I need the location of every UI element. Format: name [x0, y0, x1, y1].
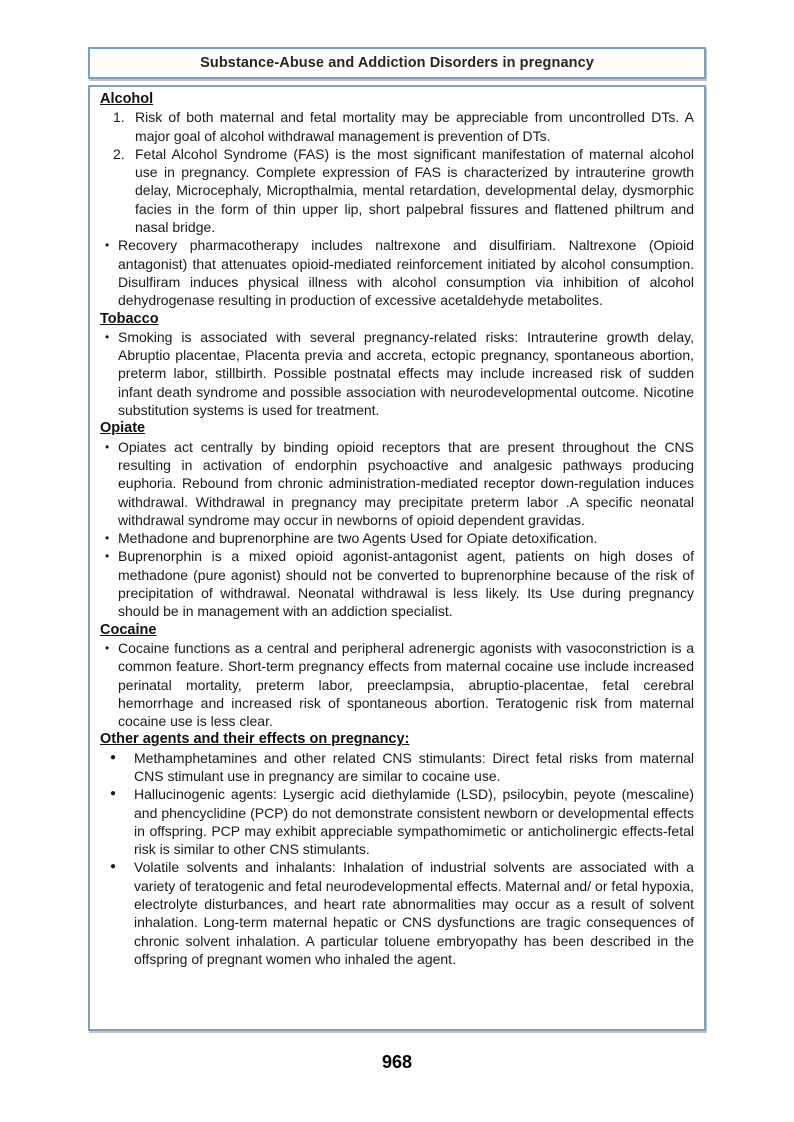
section-opiate — [100, 419, 694, 620]
list-item — [100, 639, 694, 730]
list-item — [100, 328, 694, 419]
section-heading: Alcohol — [100, 91, 154, 107]
list-item-text: Buprenorphin is a mixed opioid agonist-antagonist agent, patients on high doses of methadone (pure agonist) should not be converted to buprenorphine because of the risk of precipitation of withdrawal. Neonatal withdrawal is less likely. Its Use during pregnancy should be in management with an addiction specialist. — [118, 548, 694, 620]
list-item — [100, 858, 694, 968]
document-title-box — [88, 47, 706, 79]
list-item-text: Risk of both maternal and fetal mortality may be appreciable from uncontrolled DTs. A major goal of alcohol withdrawal management is prevention of DTs. — [135, 109, 694, 144]
section-cocaine — [100, 621, 694, 731]
list-item-text: Hallucinogenic agents: Lysergic acid diethylamide (LSD), psilocybin, peyote (mescaline) and phencyclidine (PCP) do not demonstrate consistent newborn or developmental effects in offspring. PCP may exhibit appreciable sympathomimetic or anticholinergic effects-fetal risk is similar to other CNS stimulants. — [134, 786, 694, 858]
section-alcohol — [100, 90, 694, 310]
list-item-text: Volatile solvents and inhalants: Inhalation of industrial solvents are associated with a variety of teratogenic and fetal neurodevelopmental effects. Maternal and/ or fetal hypoxia, electrolyte disturbances, and heart rate abnormalities may occur as a result of solvent inhalation. Long-term maternal hepatic or CNS dysfunctions are tragic consequences of chronic solvent inhalation. A particular toluene embryopathy has been described in the offspring of pregnant women who inhaled the agent. — [134, 859, 694, 967]
list-item-text: Cocaine functions as a central and peripheral adrenergic agonists with vasoconstriction is a common feature. Short-term pregnancy effects from maternal cocaine use include increased perinatal mortality, preterm labor, preeclampsia, abruptio-placentae, fetal cerebral hemorrhage and increased risk of spontaneous abortion. Teratogenic risk from maternal cocaine use is less clear. — [118, 639, 694, 730]
bullet-icon: • — [105, 549, 110, 564]
list-item — [100, 108, 694, 145]
list-item — [100, 749, 694, 786]
list-item — [100, 785, 694, 858]
bullet-icon: • — [105, 531, 110, 546]
section-tobacco — [100, 310, 694, 420]
bullet-icon: • — [105, 439, 110, 454]
list-marker: 2. — [113, 145, 125, 162]
list-marker: 1. — [113, 109, 125, 126]
list-item-text: Methadone and buprenorphine are two Agents Used for Opiate detoxification. — [118, 530, 598, 547]
bullet-icon: • — [105, 640, 110, 655]
document-content-box — [88, 85, 706, 1031]
list-item-text: Fetal Alcohol Syndrome (FAS) is the most significant manifestation of maternal alcohol use in pregnancy. Complete expression of FAS is characterized by intrauterine growth delay, Microcephaly, Micropthalmia, mental retardation, developmental delay, dysmorphic facies in the form of thin upper lip, short palpebral fissures and flattened philtrum and nasal bridge. — [135, 145, 694, 236]
section-heading: Opiate — [100, 420, 146, 437]
section-heading: Tobacco — [100, 310, 159, 327]
list-item — [100, 438, 694, 529]
list-item — [100, 547, 694, 620]
bullet-icon: ● — [110, 788, 117, 800]
list-item-text: Recovery pharmacotherapy includes naltrexone and disulfiriam. Naltrexone (Opioid antagonist) that attenuates opioid-mediated reinforcement initiated by alcohol consumption. Disulfiram induces physical illness with alcohol consumption via inhibition of alcohol dehydrogenase resulting in production of excessive acetaldehyde metabolites. — [118, 237, 694, 309]
page-number: 968 — [381, 1052, 413, 1072]
section-heading: Other agents and their effects on pregnancy: — [100, 731, 410, 748]
list-item-text: Methamphetamines and other related CNS stimulants: Direct fetal risks from maternal CNS stimulant use in pregnancy are similar to cocaine use. — [134, 749, 694, 784]
bullet-icon: ● — [110, 861, 117, 873]
list-item — [100, 145, 694, 236]
list-item — [100, 529, 694, 547]
page-footer — [0, 1052, 794, 1073]
list-item-text: Opiates act centrally by binding opioid receptors that are present throughout the CNS resulting in activation of endorphin psychoactive and analgesic pathways producing euphoria. Rebound from chronic administration-mediated receptor down-regulation induces withdrawal. Withdrawal in pregnancy may precipitate preterm labor .A specific neonatal withdrawal syndrome may occur in newborns of opioid dependent gravidas. — [118, 438, 694, 528]
section-heading: Cocaine — [100, 621, 157, 638]
bullet-icon: ● — [110, 751, 117, 763]
list-item — [100, 236, 694, 309]
bullet-icon: • — [105, 238, 110, 253]
page-title: Substance-Abuse and Addiction Disorders in pregnancy — [200, 55, 594, 71]
bullet-icon: • — [105, 329, 110, 344]
list-item-text: Smoking is associated with several pregnancy-related risks: Intrauterine growth delay, Abruptio placentae, Placenta previa and accreta, ectopic pregnancy, spontaneous abortion, preterm labor, stillbirth. Possible postnatal effects may include increased risk of sudden infant death syndrome and possible association with neurodevelopmental outcome. Nicotine substitution systems is used for treatment. — [118, 328, 694, 419]
section-other-agents — [100, 730, 694, 968]
